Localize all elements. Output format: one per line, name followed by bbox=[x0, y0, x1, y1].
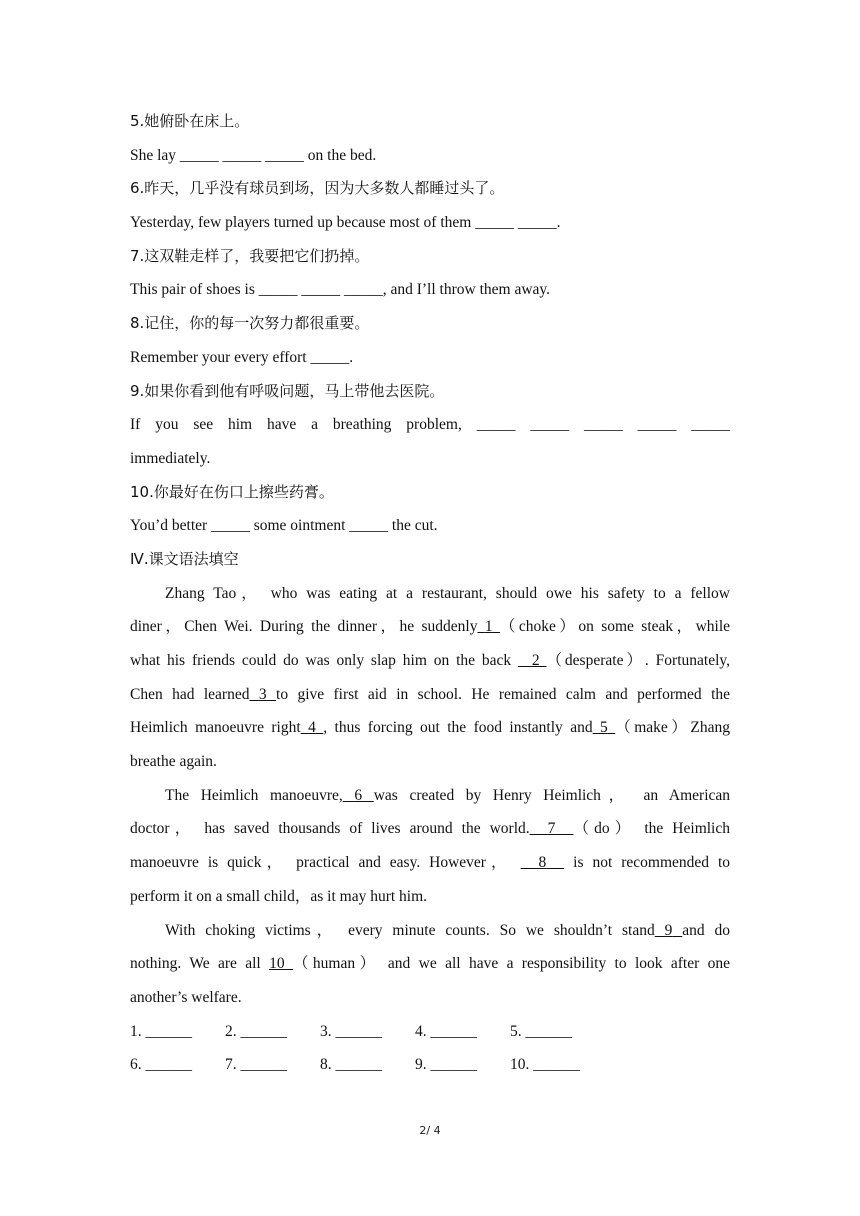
p3-line1: With choking victims， every minute counts. So we shouldn’t stand 9 and do bbox=[165, 921, 731, 939]
p1-line6: breathe again. bbox=[130, 753, 217, 771]
p3-line2: nothing. We are all 10 （human） and we all have a responsibility to look after one bbox=[130, 955, 731, 973]
item-10-chinese: 10.你最好在伤口上擦些药膏。 bbox=[130, 482, 334, 501]
p1-text: Heimlich manoeuvre right bbox=[130, 719, 301, 737]
p3-line3: another’s welfare. bbox=[130, 988, 242, 1006]
p2-line4: perform it on a small child，as it may hurt him. bbox=[130, 887, 428, 905]
answer-slot: 1. ______ bbox=[130, 1022, 192, 1040]
passage-paragraph-3 bbox=[130, 914, 730, 1015]
answer-slot: 6. ______ bbox=[130, 1056, 192, 1074]
p1-text: （make）Zhang bbox=[615, 719, 730, 737]
passage-paragraph-1 bbox=[130, 577, 730, 779]
item-8-chinese: 8.记住，你的每一次努力都很重要。 bbox=[130, 314, 370, 333]
p1-text: diner，Chen Wei. During the dinner，he suddenly bbox=[130, 618, 478, 636]
p1-line4 bbox=[130, 678, 730, 712]
answer-slot: 9. ______ bbox=[415, 1056, 477, 1074]
item-6-chinese: 6.昨天，几乎没有球员到场，因为大多数人都睡过头了。 bbox=[130, 179, 505, 198]
answer-slot: 8. ______ bbox=[320, 1056, 382, 1074]
p1-line3 bbox=[130, 644, 730, 678]
item-7-chinese: 7.这双鞋走样了，我要把它们扔掉。 bbox=[130, 246, 370, 265]
blank-10: 10 bbox=[269, 955, 285, 973]
answer-slot: 7. ______ bbox=[225, 1056, 287, 1074]
answer-slot: 5. ______ bbox=[510, 1022, 572, 1040]
p1-text: Chen had learned bbox=[130, 685, 250, 703]
p1-line5 bbox=[130, 711, 730, 745]
passage-paragraph-2 bbox=[130, 779, 730, 914]
answer-slot: 2. ______ bbox=[225, 1022, 287, 1040]
blank-9: 9 bbox=[664, 921, 673, 939]
answer-slot: 3. ______ bbox=[320, 1022, 382, 1040]
p2-line2: doctor， has saved thousands of lives around the world. 7 （do） the Heimlich bbox=[130, 820, 730, 838]
answer-row-1 bbox=[130, 1015, 730, 1049]
blank-8: 8 bbox=[538, 854, 547, 872]
answer-row-2 bbox=[130, 1048, 730, 1082]
p1-text: what his friends could do was only slap him on the back bbox=[130, 652, 512, 669]
item-9-english-line1: If you see him have a breathing problem, _____ _____ _____ _____ _____ bbox=[130, 416, 730, 434]
page-number: 2/ 4 bbox=[419, 1124, 441, 1137]
section-title: Ⅳ.课文语法填空 bbox=[130, 549, 239, 568]
p2-line1: The Heimlich manoeuvre, 6 was created by Henry Heimlich， an American bbox=[165, 786, 731, 804]
p1-text: , thus forcing out the food instantly and bbox=[323, 719, 593, 737]
blank-7: 7 bbox=[547, 820, 556, 838]
blank-3: 3 bbox=[258, 685, 267, 703]
item-5-chinese: 5.她俯卧在床上。 bbox=[130, 112, 250, 130]
blank-2: 2 bbox=[531, 652, 540, 669]
p1-text: （choke）on some steak，while bbox=[499, 618, 731, 636]
item-6-english: Yesterday, few players turned up because most of them _____ _____. bbox=[130, 214, 561, 232]
worksheet-page bbox=[130, 105, 730, 1082]
p2-line3: manoeuvre is quick， practical and easy. However， 8 is not recommended to bbox=[130, 854, 731, 872]
answer-slot: 10. ______ bbox=[510, 1056, 580, 1074]
p1-text: to give first aid in school. He remained calm and performed the bbox=[276, 685, 731, 703]
blank-6: 6 bbox=[354, 786, 363, 804]
item-9-chinese: 9.如果你看到他有呼吸问题，马上带他去医院。 bbox=[130, 381, 445, 400]
blank-1: 1 bbox=[484, 618, 493, 636]
item-7-english: This pair of shoes is _____ _____ _____, and I’ll throw them away. bbox=[130, 281, 551, 299]
answer-slot: 4. ______ bbox=[415, 1022, 477, 1040]
item-9-english-line2: immediately. bbox=[130, 449, 211, 467]
item-5-english: She lay _____ _____ _____ on the bed. bbox=[130, 146, 377, 164]
p1-text: （desperate）. Fortunately, bbox=[546, 652, 731, 669]
p1-line1: Zhang Tao， who was eating at a restaurant, should owe his safety to a fellow bbox=[165, 584, 730, 602]
blank-5: 5 bbox=[600, 719, 608, 737]
item-10-english: You’d better _____ some ointment _____ the cut. bbox=[130, 517, 438, 535]
blank-4: 4 bbox=[308, 719, 316, 737]
p1-line2 bbox=[130, 610, 730, 644]
item-8-english: Remember your every effort _____. bbox=[130, 348, 354, 366]
